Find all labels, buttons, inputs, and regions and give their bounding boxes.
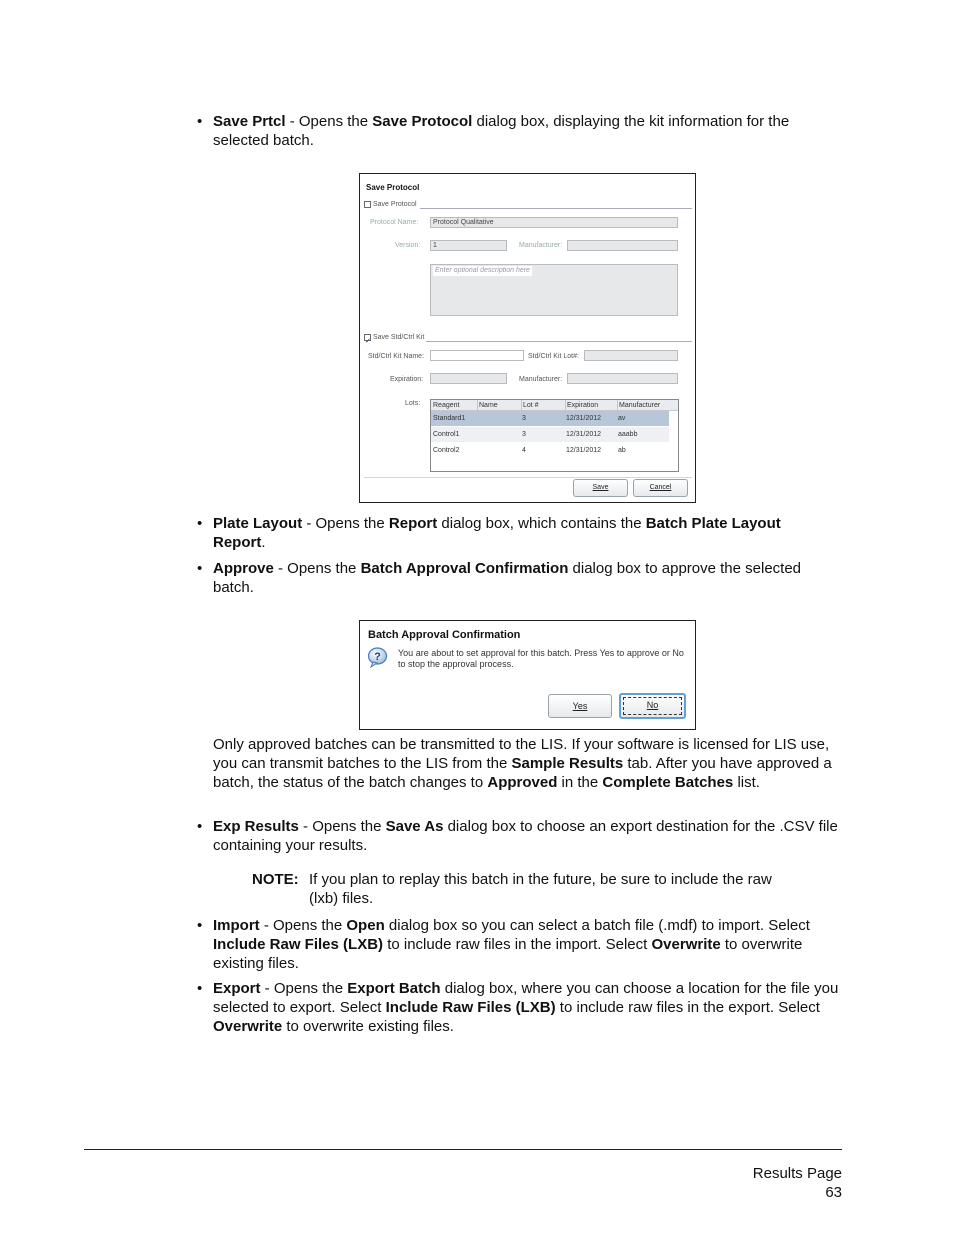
bullet-marker: • — [197, 113, 203, 130]
footer-rule — [84, 1149, 842, 1150]
manufacturer-label-2: Manufacturer: — [519, 376, 563, 383]
svg-text:?: ? — [374, 651, 381, 663]
column-header: Lot # — [523, 402, 539, 409]
footer-section: Results Page — [752, 1165, 842, 1182]
std-kit-name-label: Std/Ctrl Kit Name: — [368, 353, 425, 360]
std-kit-lot-field[interactable] — [584, 350, 678, 361]
description-field[interactable] — [430, 264, 678, 316]
table-row[interactable]: Control1 3 12/31/2012 aaabb — [431, 427, 669, 442]
manufacturer-field[interactable] — [567, 240, 678, 251]
page-number: 63 — [825, 1184, 842, 1201]
save-std-ctrl-checkbox[interactable]: ✓ — [364, 334, 371, 341]
protocol-name-field[interactable]: Protocol Qualitative — [430, 217, 678, 228]
dialog-title: Batch Approval Confirmation — [368, 629, 521, 641]
column-header: Name — [479, 402, 498, 409]
column-header: Manufacturer — [619, 402, 661, 409]
lots-table-header — [431, 400, 678, 411]
table-row[interactable]: Control2 4 12/31/2012 ab — [433, 447, 626, 454]
bullet-marker: • — [197, 980, 203, 997]
question-icon — [367, 647, 388, 668]
batch-approval-dialog — [359, 620, 696, 730]
dialog-title: Save Protocol — [366, 183, 420, 192]
save-protocol-checkbox-label: Save Protocol — [373, 201, 417, 208]
approve-paragraph: Approve - Opens the Batch Approval Confirmation dialog box to approve the selected batch. — [213, 560, 802, 596]
term: Plate Layout — [213, 515, 303, 532]
expiration-field[interactable] — [430, 373, 507, 384]
term: Save Prtcl — [213, 113, 286, 130]
table-row[interactable]: Standard1 3 12/31/2012 av — [431, 411, 669, 426]
save-std-ctrl-label: Save Std/Ctrl Kit — [373, 334, 425, 341]
version-field[interactable]: 1 — [430, 240, 507, 251]
save-prtcl-paragraph: Save Prtcl - Opens the Save Protocol dialog box, displaying the kit information for the selected batch. — [213, 113, 790, 149]
save-protocol-checkbox[interactable] — [364, 201, 371, 208]
term: Approve — [213, 560, 274, 577]
plate-layout-paragraph: Plate Layout - Opens the Report dialog box, which contains the Batch Plate Layout Report. — [213, 515, 781, 551]
exp-results-paragraph: Exp Results - Opens the Save As dialog box to choose an export destination for the .CSV file containing your results. — [213, 818, 838, 854]
divider — [420, 208, 692, 209]
save-protocol-dialog — [359, 173, 696, 503]
import-paragraph: Import - Opens the Open dialog box so you can select a batch file (.mdf) to import. Select Include Raw Files (LXB) to include raw files in the import. Select Overwrite to overwrite existing files. — [213, 917, 810, 972]
column-header: Expiration — [567, 402, 599, 409]
divider — [364, 477, 692, 478]
cancel-button[interactable]: Cancel — [633, 479, 688, 497]
version-label: Version: — [395, 242, 421, 249]
manufacturer-label: Manufacturer: — [519, 242, 563, 249]
bullet-marker: • — [197, 560, 203, 577]
term: Exp Results — [213, 818, 299, 835]
bullet-marker: • — [197, 515, 203, 532]
column-header: Reagent — [433, 402, 460, 409]
divider — [426, 341, 692, 342]
manufacturer-field-2[interactable] — [567, 373, 678, 384]
bullet-marker: • — [197, 917, 203, 934]
std-kit-lot-label: Std/Ctrl Kit Lot#: — [528, 353, 579, 360]
lots-label: Lots: — [405, 400, 421, 407]
term: Import — [213, 917, 260, 934]
protocol-name-label: Protocol Name: — [370, 219, 419, 226]
std-kit-name-field[interactable] — [430, 350, 524, 361]
approve-followup-paragraph: Only approved batches can be transmitted to the LIS. If your software is licensed for LIS use, you can transmit batches to the LIS from the Sample Results tab. After you have approved a batch, the status of the batch changes to Approved in the Complete Batches list. — [213, 736, 832, 791]
expiration-label: Expiration: — [390, 376, 424, 383]
confirmation-message: You are about to set approval for this batch. Press Yes to approve or No to stop the approval process. — [398, 648, 684, 669]
term: Export — [213, 980, 261, 997]
export-paragraph: Export - Opens the Export Batch dialog box, where you can choose a location for the file you selected to export. Select Include Raw Files (LXB) to include raw files in the export. Select Overwrite to overwrite existing files. — [213, 980, 839, 1035]
yes-button[interactable]: Yes — [548, 694, 612, 718]
description-placeholder: Enter optional description here — [435, 267, 530, 274]
note-text: If you plan to replay this batch in the future, be sure to include the raw (lxb) files. — [309, 871, 772, 907]
note-label: NOTE: — [252, 871, 299, 888]
no-button[interactable]: No — [619, 693, 686, 719]
lots-table[interactable] — [430, 399, 679, 472]
save-button[interactable]: Save — [573, 479, 628, 497]
bullet-marker: • — [197, 818, 203, 835]
